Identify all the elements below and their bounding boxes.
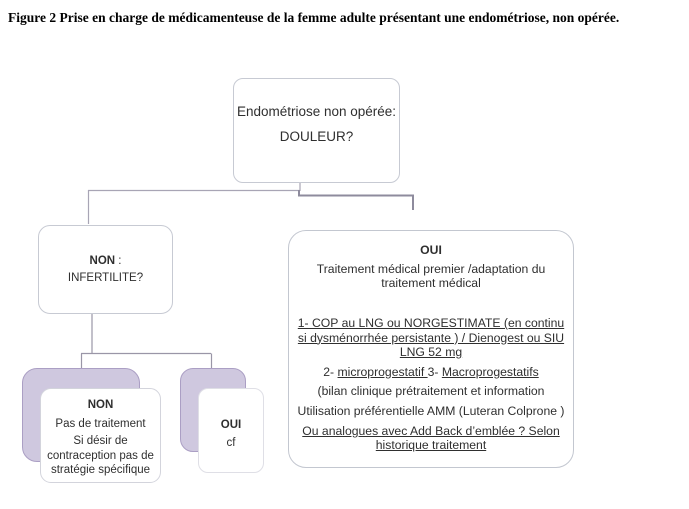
no-treatment-line2: Si désir de contraception pas de stratégie spécifique <box>47 435 154 477</box>
connector-right-step <box>299 190 413 210</box>
node-endometriosis-pain-question: DOULEUR? <box>279 129 354 145</box>
treatment-option2-macroprogestatifs: Macroprogestatifs <box>441 364 539 379</box>
node-endometriosis-pain <box>233 78 400 183</box>
no-treatment-line1: Pas de traitement <box>55 417 146 430</box>
figure-caption: Figure 2 Prise en charge de médicamenteuse de la femme adulte présentant une endométriose, non opérée. <box>8 10 620 25</box>
treatment-title: OUI <box>420 243 442 257</box>
yes-cf-title: OUI <box>220 419 242 431</box>
treatment-option1: 1- COP au LNG ou NORGESTIMATE (en continu si dysménorrhée persistante ) / Dienogest ou SIU LNG 52 mg <box>297 315 565 360</box>
yes-cf-line1: cf <box>226 436 236 449</box>
node-no-treatment <box>40 388 161 483</box>
no-treatment-title: NON <box>87 399 114 411</box>
node-infertility-question-text: INFERTILITE? <box>67 272 144 285</box>
treatment-option2-mid: 3- <box>427 364 442 379</box>
treatment-option2-prefix: 2- <box>323 364 338 379</box>
treatment-note-bilan: (bilan clinique prétraitement et information <box>317 384 545 399</box>
treatment-subtitle: Traitement médical premier /adaptation du traitement médical <box>316 261 546 291</box>
treatment-option2-microprogestatif: microprogestatif <box>337 364 428 379</box>
node-infertility-question <box>38 225 173 314</box>
treatment-option2 <box>297 365 565 380</box>
node-infertility-label <box>39 253 172 270</box>
node-infertility-label-bold: NON <box>89 255 116 267</box>
node-medical-treatment <box>288 230 574 468</box>
treatment-note-amm: Utilisation préférentielle AMM (Luteran Colprone ) <box>297 404 565 419</box>
node-infertility-label-suffix: : <box>115 255 122 267</box>
node-yes-cf <box>198 388 264 473</box>
treatment-note-analogues: Ou analogues avec Add Back d’emblée ? Selon historique traitement <box>302 423 560 453</box>
node-endometriosis-pain-line1: Endométriose non opérée: <box>236 104 397 119</box>
